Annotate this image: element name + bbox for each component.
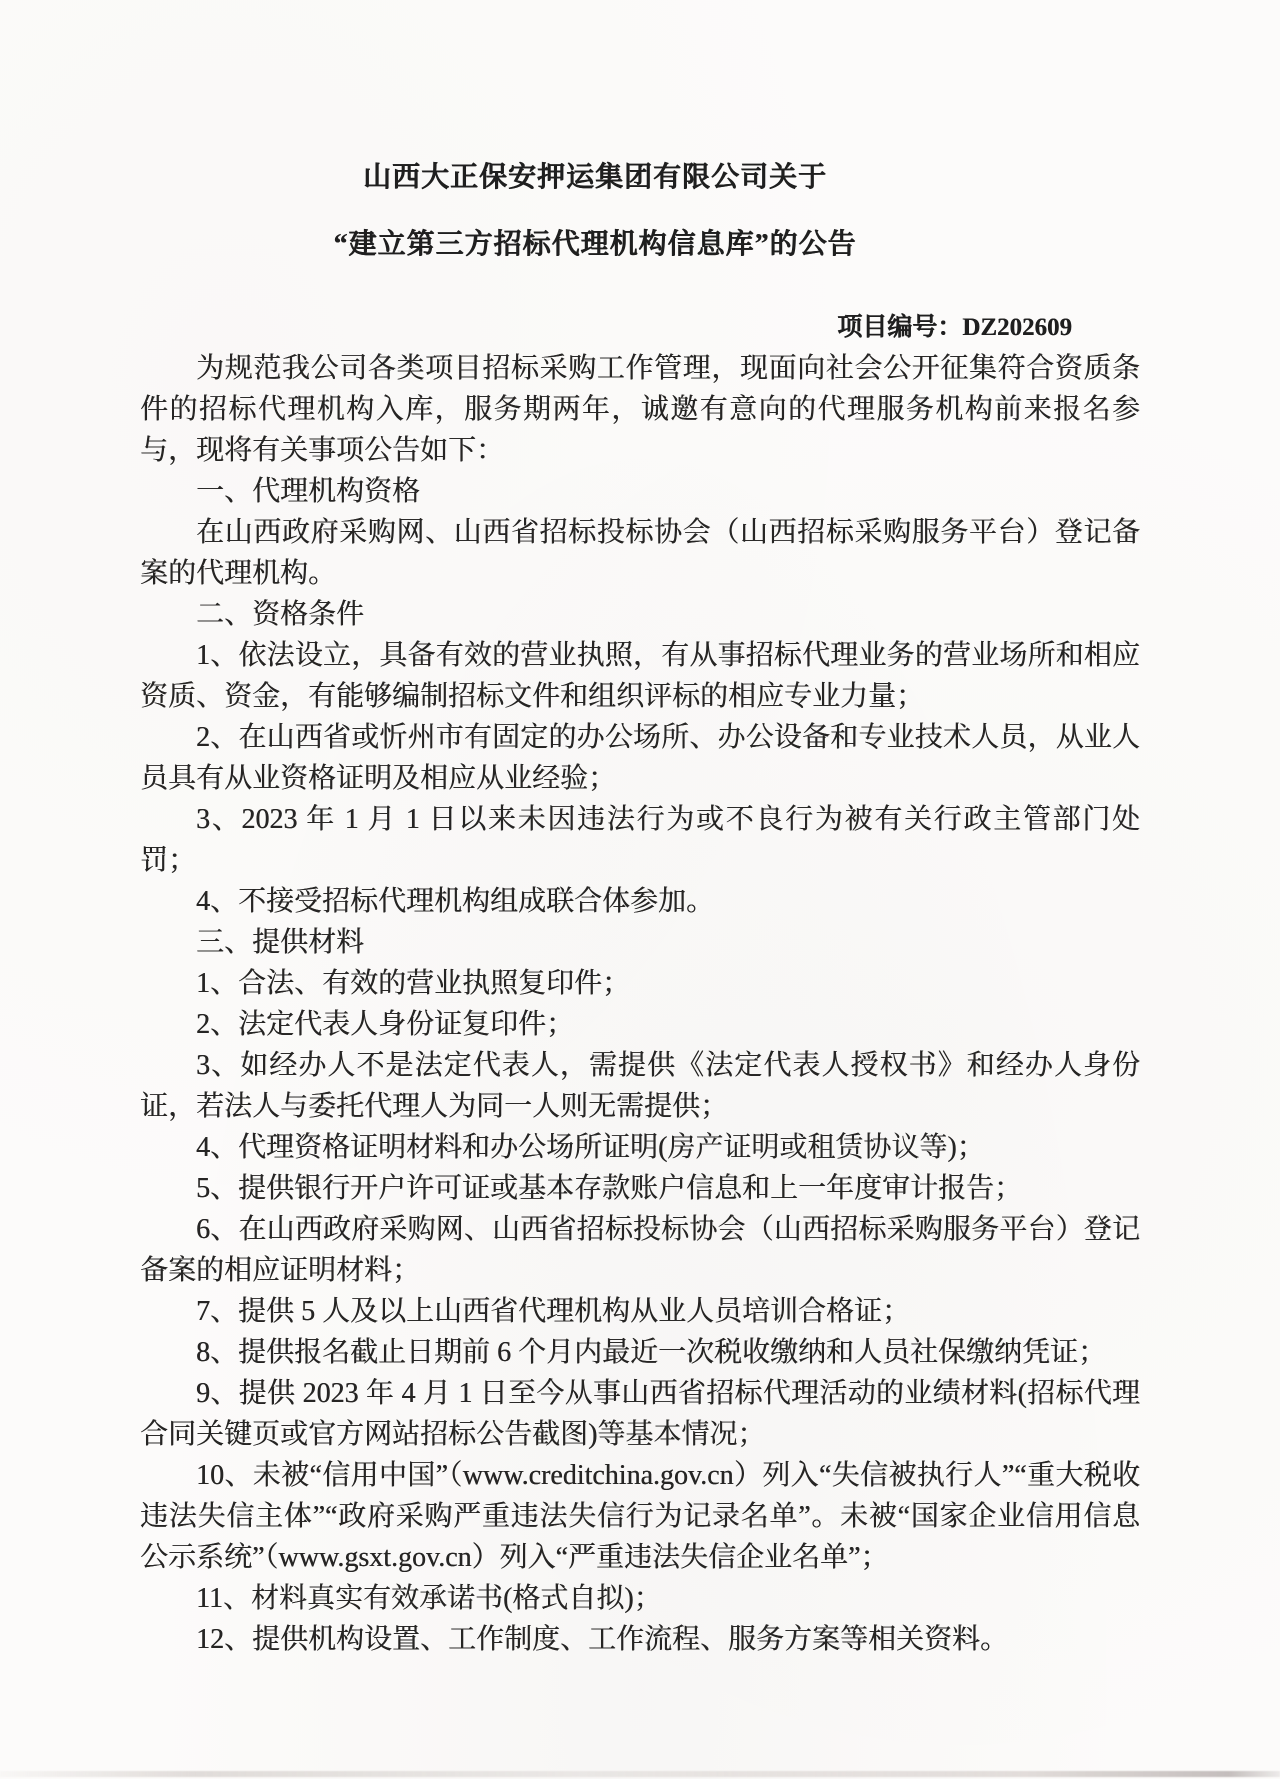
- document-body: [140, 348, 1140, 1660]
- section-2-heading: 二、资格条件: [196, 599, 365, 630]
- material-item-2: 2、法定代表人身份证复印件；: [196, 1009, 575, 1040]
- material-item-9: 9、提供 2023 年 4 月 1 日至今从事山西省招标代理活动的业绩材料(招标代理合同关键页或官方网站招标公告截图)等基本情况；: [140, 1378, 1140, 1450]
- section-1-heading: 一、代理机构资格: [196, 476, 421, 507]
- section-3-heading: 三、提供材料: [196, 927, 365, 958]
- section-1-body: 在山西政府采购网、山西省招标投标协会（山西招标采购服务平台）登记备案的代理机构。: [140, 517, 1140, 589]
- document-title-line1: 山西大正保安押运集团有限公司关于: [362, 162, 827, 193]
- material-item-5: 5、提供银行开户许可证或基本存款账户信息和上一年度审计报告；: [196, 1173, 1023, 1204]
- requirement-item-4: 4、不接受招标代理机构组成联合体参加。: [196, 886, 715, 917]
- document-title-line2: “建立第三方招标代理机构信息库”的公告: [333, 229, 857, 260]
- material-item-4: 4、代理资格证明材料和办公场所证明(房产证明或租赁协议等)；: [196, 1132, 985, 1163]
- scan-edge-artifact: [0, 1771, 1280, 1777]
- requirement-item-1: 1、依法设立，具备有效的营业执照，有从事招标代理业务的营业场所和相应资质、资金，有能够编制招标文件和组织评标的相应专业力量；: [140, 640, 1140, 712]
- material-item-3: 3、如经办人不是法定代表人，需提供《法定代表人授权书》和经办人身份证，若法人与委托代理人为同一人则无需提供；: [140, 1050, 1140, 1122]
- material-item-12: 12、提供机构设置、工作制度、工作流程、服务方案等相关资料。: [196, 1624, 1009, 1655]
- material-item-6: 6、在山西政府采购网、山西省招标投标协会（山西招标采购服务平台）登记备案的相应证明材料；: [140, 1214, 1140, 1286]
- material-item-7: 7、提供 5 人及以上山西省代理机构从业人员培训合格证；: [196, 1296, 911, 1327]
- document-content: [140, 0, 1140, 1660]
- project-number: 项目编号：DZ202609: [837, 314, 1072, 341]
- requirement-item-2: 2、在山西省或忻州市有固定的办公场所、办公设备和专业技术人员，从业人员具有从业资格证明及相应从业经验；: [140, 722, 1140, 794]
- material-item-8: 8、提供报名截止日期前 6 个月内最近一次税收缴纳和人员社保缴纳凭证；: [196, 1337, 1107, 1368]
- material-item-11: 11、材料真实有效承诺书(格式自拟)；: [196, 1583, 662, 1614]
- material-item-1: 1、合法、有效的营业执照复印件；: [196, 968, 631, 999]
- requirement-item-3: 3、2023 年 1 月 1 日以来未因违法行为或不良行为被有关行政主管部门处罚；: [140, 804, 1140, 876]
- intro-paragraph: 为规范我公司各类项目招标采购工作管理，现面向社会公开征集符合资质条件的招标代理机构入库，服务期两年，诚邀有意向的代理服务机构前来报名参与，现将有关事项公告如下：: [140, 353, 1140, 466]
- material-item-10: 10、未被“信用中国”（www.creditchina.gov.cn）列入“失信被执行人”“重大税收违法失信主体”“政府采购严重违法失信行为记录名单”。未被“国家企业信用信息公示系统”（www.gsxt.gov.cn）列入“严重违法失信企业名单”；: [140, 1460, 1140, 1573]
